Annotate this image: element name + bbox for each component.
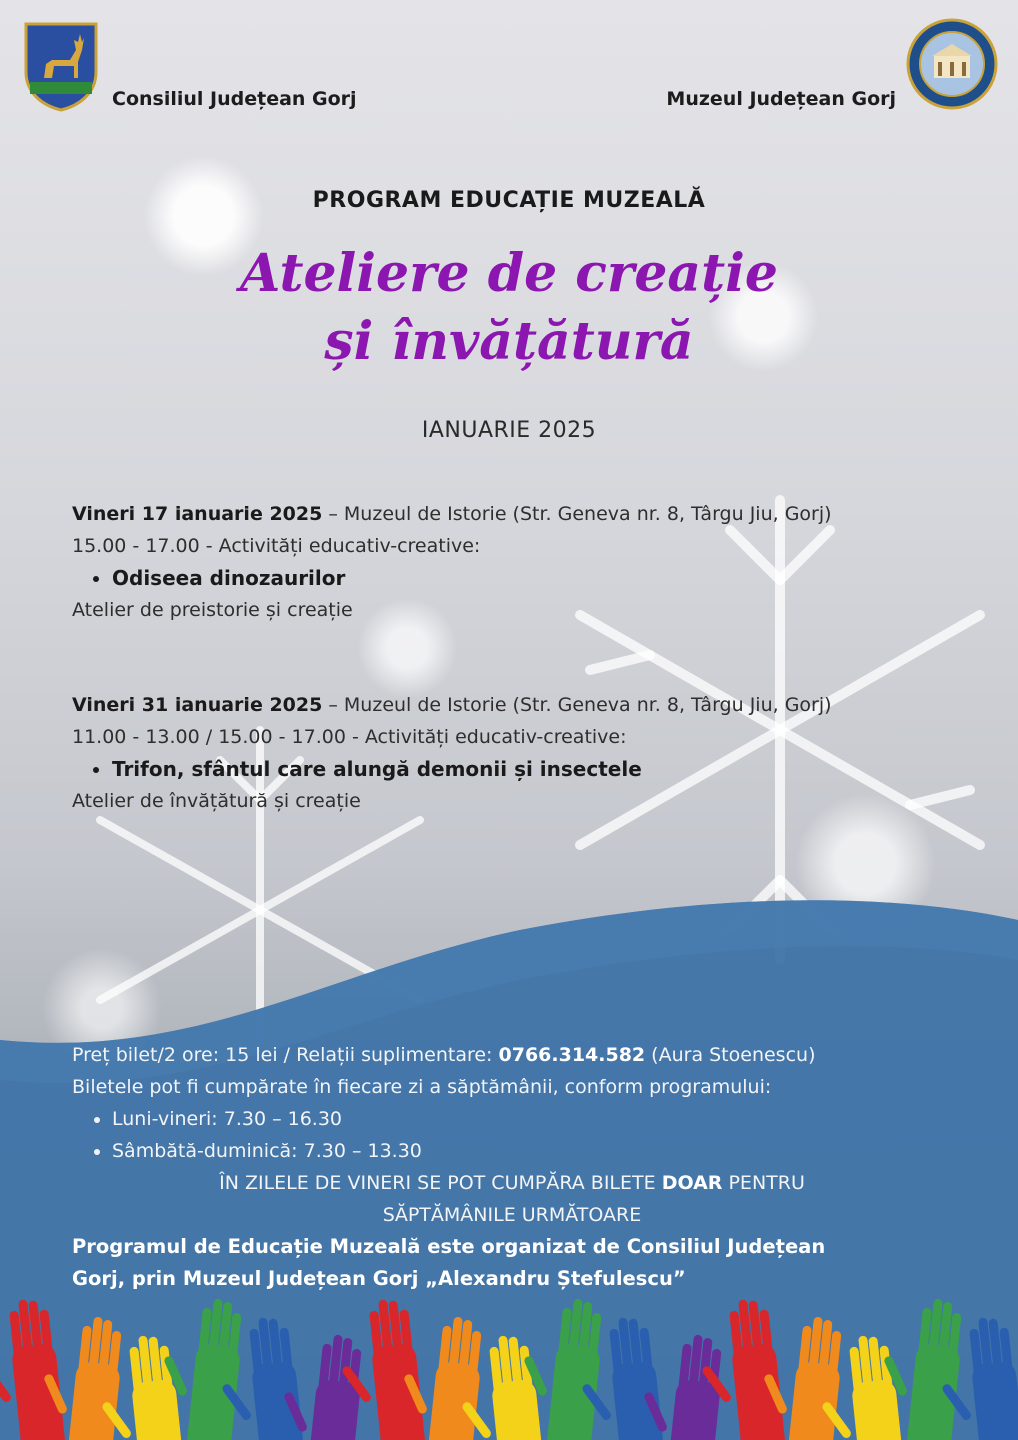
price-text: Preț bilet/2 ore: 15 lei / Relații suplimentare: [72, 1044, 499, 1066]
event-header [72, 689, 972, 721]
program-label: PROGRAM EDUCAȚIE MUZEALĂ [312, 188, 706, 213]
month-label: IANUARIE 2025 [421, 418, 597, 443]
event-location: – Muzeul de Istorie (Str. Geneva nr. 8, Târgu Jiu, Gorj) [322, 694, 832, 716]
friday-notice-line-2: SĂPTĂMÂNILE URMĂTOARE [382, 1204, 642, 1226]
activity-list [72, 753, 972, 785]
event-date: Vineri 17 ianuarie 2025 [72, 503, 323, 525]
tickets-line: Biletele pot fi cumpărate în fiecare zi a săptămânii, conform programului: [72, 1076, 772, 1098]
county-coat-of-arms-icon [22, 20, 100, 112]
hours-weekend: • Sâmbătă-duminică: 7.30 – 13.30 [112, 1135, 952, 1167]
activity-list [72, 562, 972, 594]
notice-emphasis: DOAR [661, 1172, 723, 1194]
county-council-name: Consiliul Județean Gorj [112, 88, 357, 110]
contact-phone: 0766.314.582 [498, 1044, 646, 1066]
event-block [72, 498, 972, 626]
contact-name: (Aura Stoenescu) [645, 1044, 816, 1066]
event-block [72, 689, 972, 817]
museum-name: Muzeul Județean Gorj [666, 88, 896, 110]
activity-title: • Odiseea dinozaurilor [112, 562, 972, 594]
event-location: – Muzeul de Istorie (Str. Geneva nr. 8, Târgu Jiu, Gorj) [322, 503, 832, 525]
hours-list [72, 1103, 952, 1167]
raised-hands-decoration [0, 1285, 1018, 1440]
ticket-info [72, 1039, 952, 1295]
hours-weekday: • Luni-vineri: 7.30 – 16.30 [112, 1103, 952, 1135]
organizer-line-2: Gorj, prin Muzeul Județean Gorj „Alexandru Ștefulescu” [72, 1267, 686, 1290]
organizer-line-1: Programul de Educație Muzeală este organizat de Consiliul Județean [72, 1235, 826, 1258]
museum-seal-icon [906, 18, 998, 110]
event-schedule: 11.00 - 13.00 / 15.00 - 17.00 - Activități educativ-creative: [72, 726, 627, 748]
event-description: Atelier de preistorie și creație [72, 599, 353, 621]
event-schedule: 15.00 - 17.00 - Activități educativ-creative: [72, 535, 481, 557]
event-date: Vineri 31 ianuarie 2025 [72, 694, 323, 716]
title-line-2: și învățătură [324, 311, 694, 372]
friday-notice [72, 1167, 952, 1199]
event-description: Atelier de învățătură și creație [72, 790, 361, 812]
hand-shape [0, 1297, 67, 1440]
price-line [72, 1039, 952, 1071]
activity-title: • Trifon, sfântul care alungă demonii și insectele [112, 753, 972, 785]
title-line-1: Ateliere de creație [240, 243, 778, 304]
poster-title [0, 240, 1018, 376]
notice-text-end: PENTRU [722, 1172, 805, 1194]
event-header [72, 498, 972, 530]
notice-text: ÎN ZILELE DE VINERI SE POT CUMPĂRA BILETE [219, 1172, 662, 1194]
